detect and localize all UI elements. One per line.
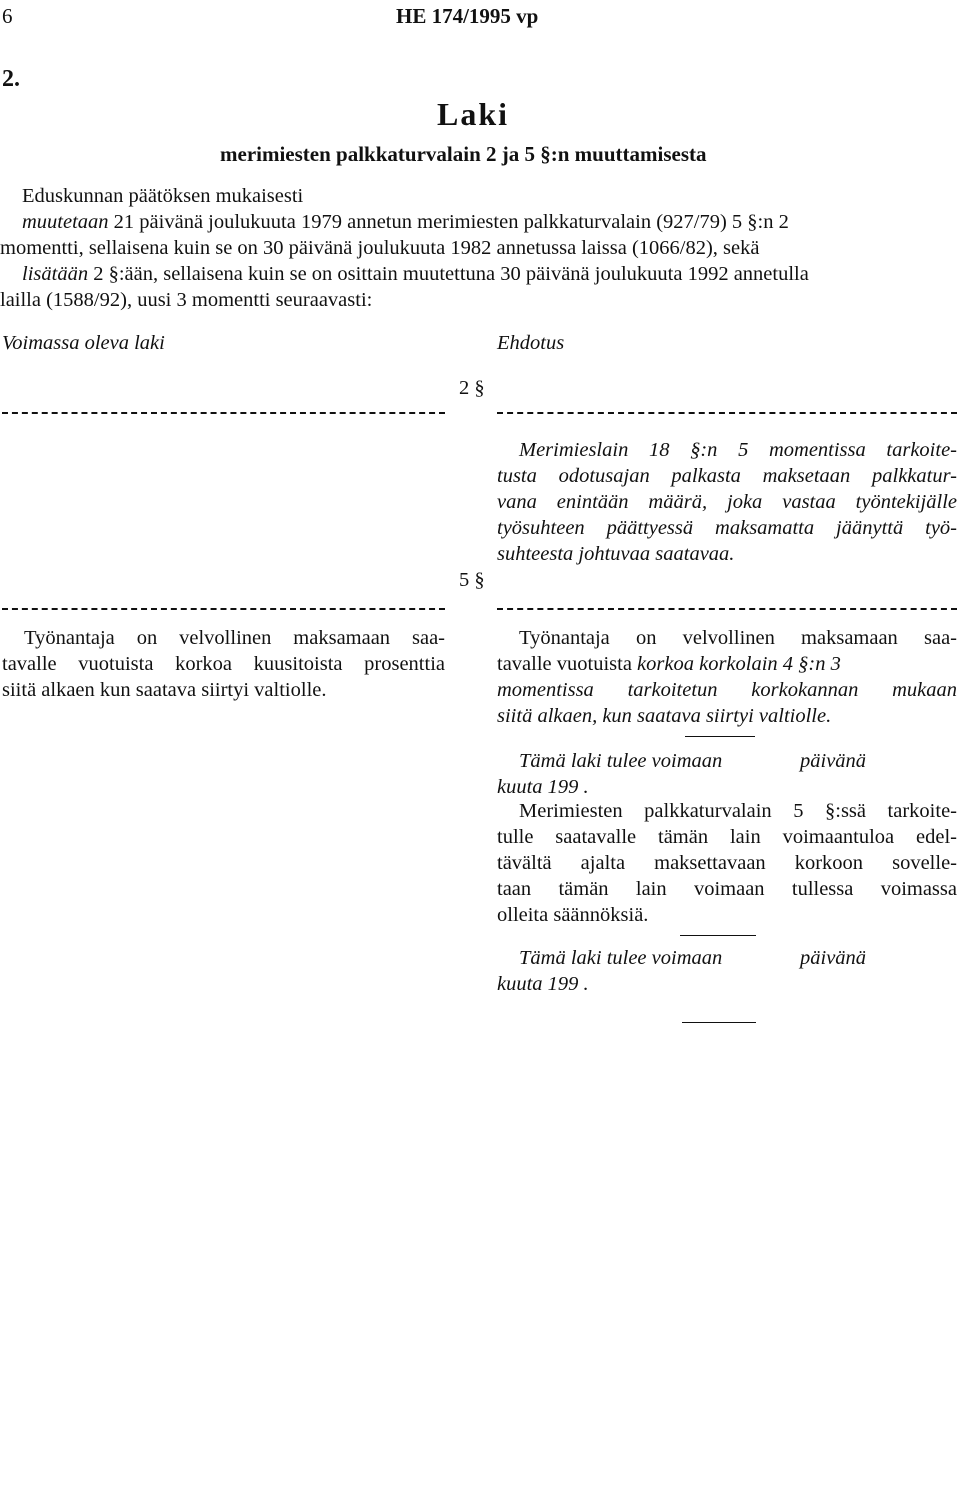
right-section-2-text bbox=[497, 437, 957, 567]
right-sec5-line-4: siitä alkaen, kun saatava siirtyi valtiolle. bbox=[497, 705, 832, 727]
section-2-label: 2 § bbox=[459, 377, 485, 399]
right-sec5-line-3: momentissa tarkoitetun korkokannan mukaan bbox=[497, 679, 957, 701]
right-section-5-text bbox=[497, 625, 957, 729]
section-5-label: 5 § bbox=[459, 569, 485, 591]
end-rule bbox=[682, 1022, 756, 1023]
left-section-5-text bbox=[2, 625, 445, 703]
left-omission-dashes-1 bbox=[2, 412, 445, 414]
entry-1-text-c: kuuta 199 . bbox=[497, 776, 589, 798]
right-sec5-line-2 bbox=[497, 651, 957, 677]
entry-2-text-a: Tämä laki tulee voimaan bbox=[519, 947, 723, 969]
transition-line: tulle saatavalle tämän lain voimaantuloa edel- bbox=[497, 826, 957, 848]
right-sec2-line: Merimieslain 18 §:n 5 momentissa tarkoite- bbox=[519, 439, 957, 461]
right-column-header: Ehdotus bbox=[497, 332, 565, 354]
intro-line-2-text: 21 päivänä joulukuuta 1979 annetun merimiesten palkkaturvalain (927/79) 5 §:n 2 bbox=[108, 211, 789, 233]
separator-rule-1 bbox=[685, 736, 755, 737]
intro-italic-lisataan: lisätään bbox=[22, 263, 89, 285]
left-sec5-line: tavalle vuotuista korkoa kuusitoista prosenttia bbox=[2, 653, 445, 675]
entry-2-text-b: päivänä bbox=[800, 947, 867, 969]
intro-line-2 bbox=[22, 209, 789, 235]
right-omission-dashes-2 bbox=[497, 608, 957, 610]
right-sec2-line: vana enintään määrä, joka vastaa työntekijälle bbox=[497, 491, 957, 513]
law-subtitle: merimiesten palkkaturvalain 2 ja 5 §:n muuttamisesta bbox=[220, 142, 707, 166]
intro-line-4 bbox=[22, 261, 809, 287]
transition-line: olleita säännöksiä. bbox=[497, 904, 649, 926]
intro-line-3: momentti, sellaisena kuin se on 30 päivänä joulukuuta 1982 annetussa laissa (1066/82), sekä bbox=[0, 237, 760, 259]
transition-line: taan tämän lain voimaan tullessa voimassa bbox=[497, 878, 957, 900]
left-column-header: Voimassa oleva laki bbox=[2, 332, 165, 354]
left-omission-dashes-2 bbox=[2, 608, 445, 610]
intro-line-4-text: 2 §:ään, sellaisena kuin se on osittain muutettuna 30 päivänä joulukuuta 1992 annetulla bbox=[88, 263, 809, 285]
right-sec2-line: suhteesta johtuvaa saatavaa. bbox=[497, 543, 735, 565]
left-sec5-line: siitä alkaen kun saatava siirtyi valtiolle. bbox=[2, 679, 327, 701]
law-title: Laki bbox=[437, 96, 510, 132]
section-number: 2. bbox=[2, 66, 20, 92]
right-sec2-line: tusta odotusajan palkasta maksetaan palkkatur- bbox=[497, 465, 957, 487]
right-sec5-line-1: Työnantaja on velvollinen maksamaan saa- bbox=[519, 627, 957, 649]
intro-line-5: lailla (1588/92), uusi 3 momentti seuraavasti: bbox=[0, 289, 373, 311]
right-sec2-line: työsuhteen päättyessä maksamatta jäänyttä työ- bbox=[497, 517, 957, 539]
left-sec5-line: Työnantaja on velvollinen maksamaan saa- bbox=[24, 627, 445, 649]
document-id: HE 174/1995 vp bbox=[396, 4, 539, 28]
right-sec5-plain: tavalle vuotuista bbox=[497, 653, 638, 675]
entry-1-text-a: Tämä laki tulee voimaan bbox=[519, 750, 723, 772]
entry-1-text-b: päivänä bbox=[800, 750, 867, 772]
transition-line: Merimiesten palkkaturvalain 5 §:ssä tarkoite- bbox=[519, 800, 957, 822]
separator-rule-2 bbox=[680, 935, 756, 936]
transition-line: tävältä ajalta maksettavaan korkoon sovelle- bbox=[497, 852, 957, 874]
entry-2-text-c: kuuta 199 . bbox=[497, 973, 589, 995]
page-number: 6 bbox=[2, 4, 13, 28]
transition-text bbox=[497, 798, 957, 928]
intro-italic-muutetaan: muutetaan bbox=[22, 211, 109, 233]
right-omission-dashes-1 bbox=[497, 412, 957, 414]
right-sec5-italic: korkoa korkolain 4 §:n 3 bbox=[637, 653, 841, 675]
intro-line-1: Eduskunnan päätöksen mukaisesti bbox=[22, 185, 304, 207]
